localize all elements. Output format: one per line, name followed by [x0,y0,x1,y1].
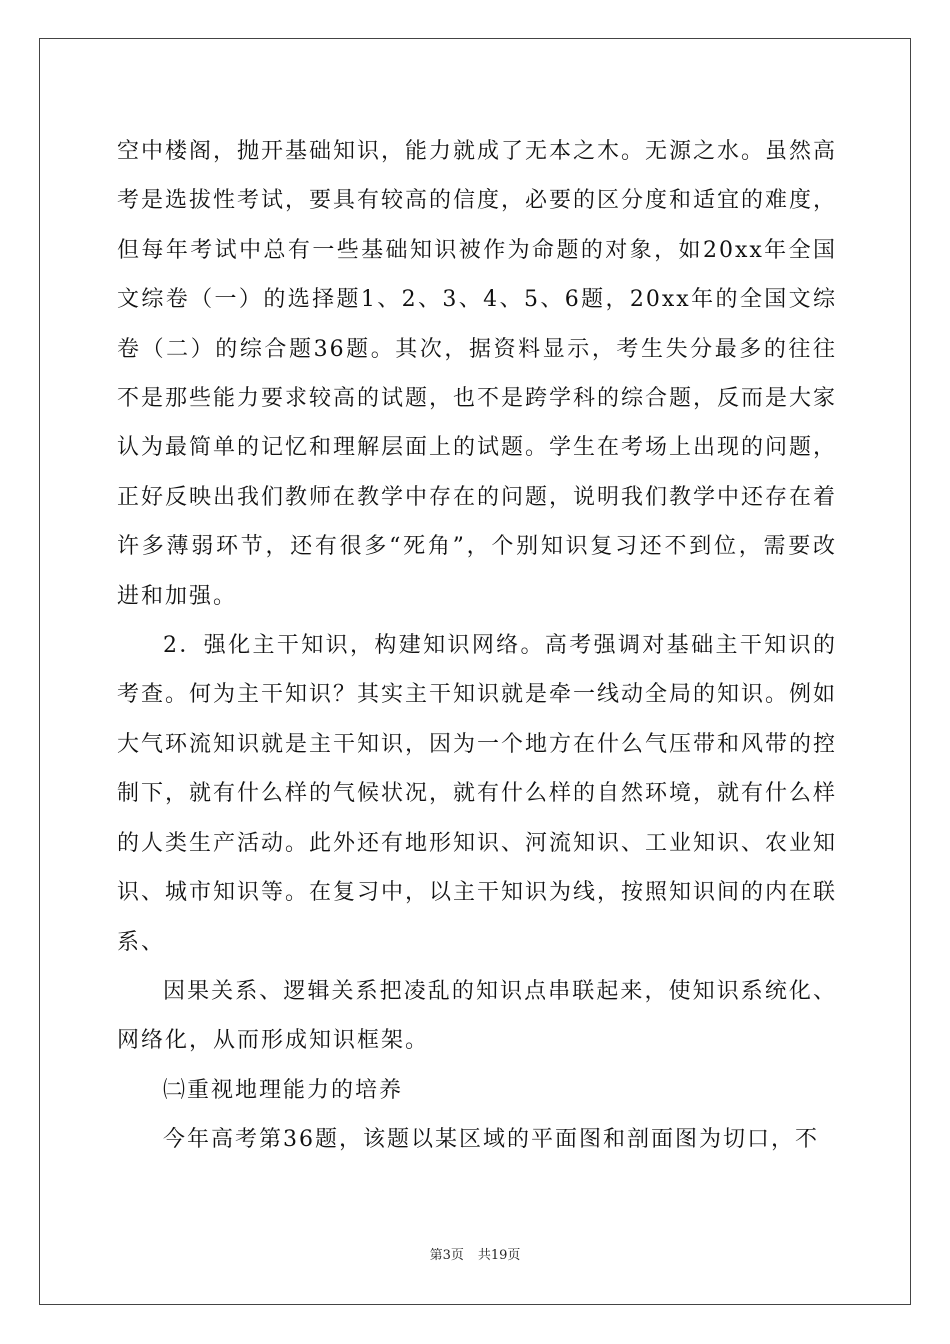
paragraph-2: 2．强化主干知识，构建知识网络。高考强调对基础主干知识的考查。何为主干知识？其实主干知识就是牵一线动全局的知识。例如大气环流知识就是主干知识，因为一个地方在什么气压带和风带的控制下，就有什么样的气候状况，就有什么样的自然环境，就有什么样的人类生产活动。此外还有地形知识、河流知识、工业知识、农业知识、城市知识等。在复习中，以主干知识为线，按照知识间的内在联系、 [117,633,838,955]
page-footer [0,1247,950,1265]
paragraph-1: 空中楼阁，抛开基础知识，能力就成了无本之木。无源之水。虽然高考是选拔性考试，要具有较高的信度，必要的区分度和适宜的难度，但每年考试中总有一些基础知识被作为命题的对象，如20xx年全国文综卷（一）的选择题1、2、3、4、5、6题，20xx年的全国文综卷（二）的综合题36题。其次，据资料显示，考生失分最多的往往不是那些能力要求较高的试题，也不是跨学科的综合题，反而是大家认为最简单的记忆和理解层面上的试题。学生在考场上出现的问题，正好反映出我们教师在教学中存在的问题，说明我们教学中还存在着许多薄弱环节，还有很多“死角”，个别知识复习还不到位，需要改进和加强。 [117,139,838,609]
section-heading: ㈡重视地理能力的培养 [163,1077,404,1103]
document-body [117,127,837,1165]
page-number: 第3页 [429,1248,464,1263]
paragraph-3: 因果关系、逻辑关系把凌乱的知识点串联起来，使知识系统化、网络化，从而形成知识框架。 [117,978,837,1054]
page-total: 共19页 [477,1248,521,1263]
paragraph-4: 今年高考第36题，该题以某区域的平面图和剖面图为切口，不 [163,1127,819,1153]
